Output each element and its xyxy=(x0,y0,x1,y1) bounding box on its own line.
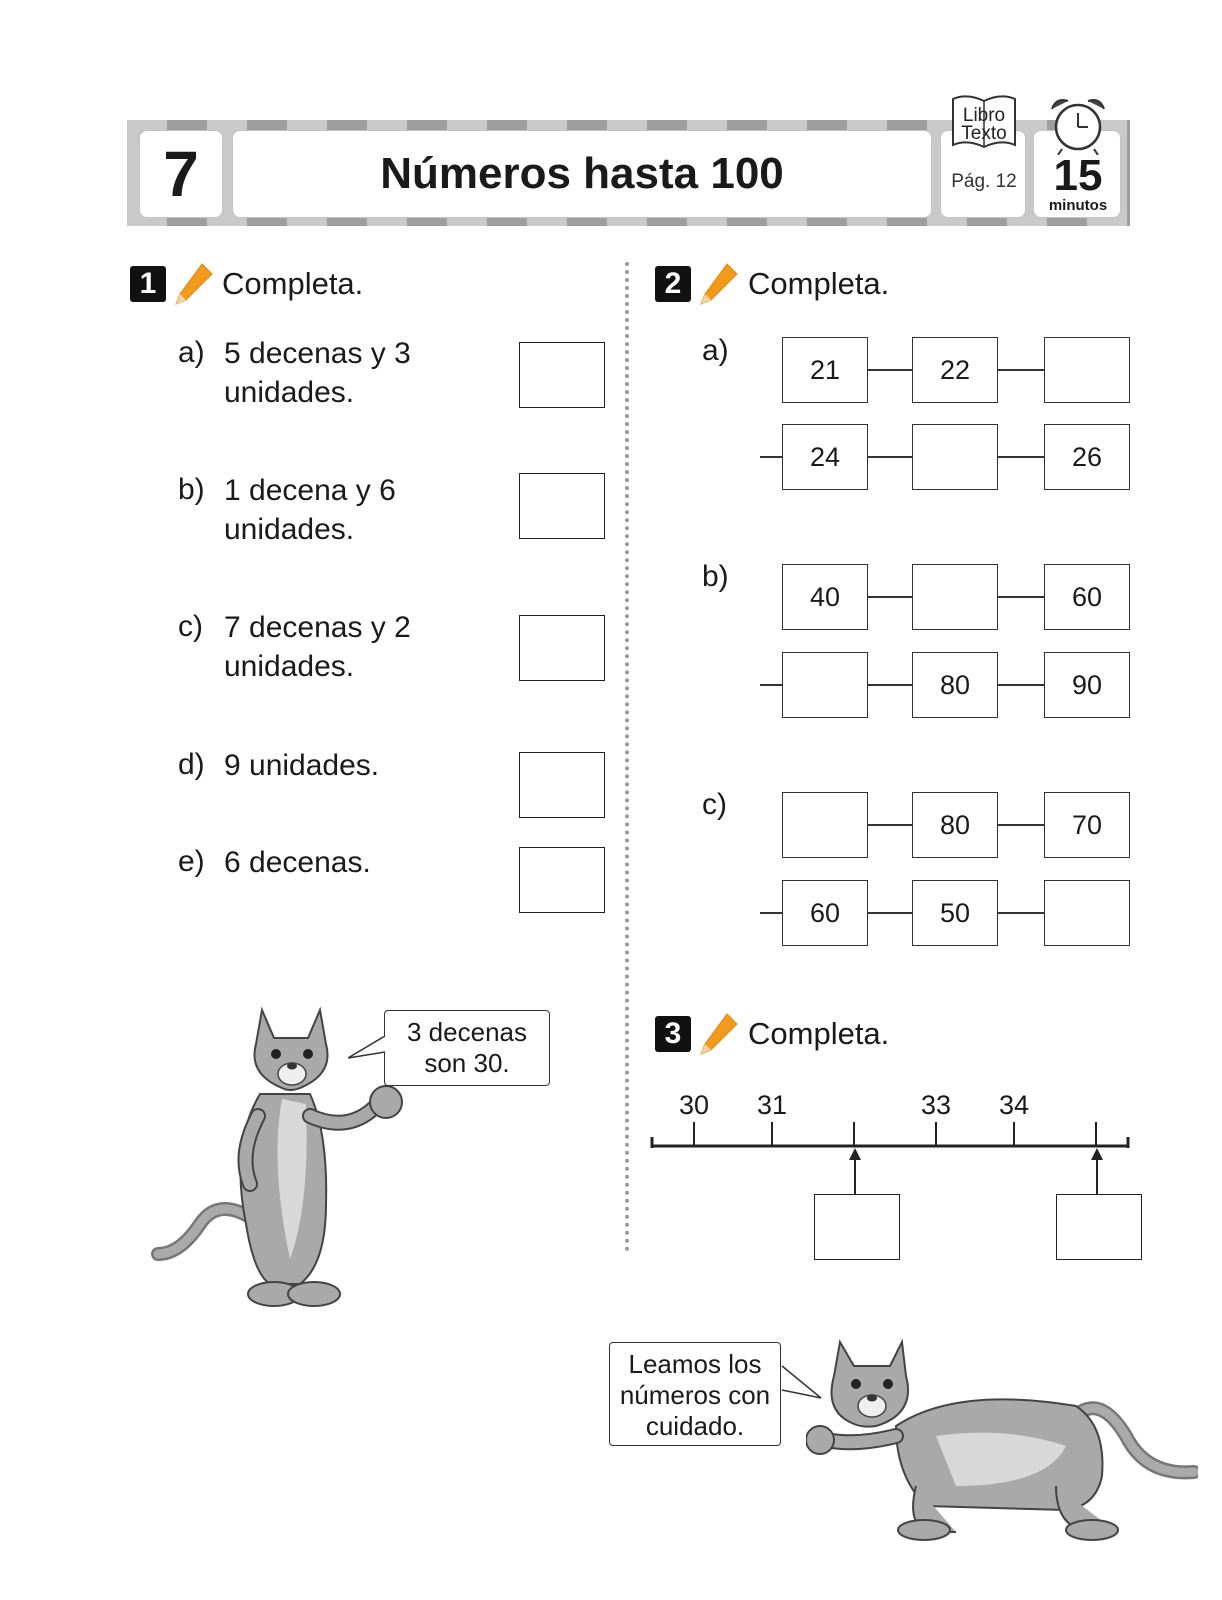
seq-connector xyxy=(868,456,912,458)
seq-c-label: c) xyxy=(702,788,727,821)
speech-bubble-2: Leamos los números con cuidado. xyxy=(609,1342,781,1446)
pencil-icon xyxy=(174,262,214,306)
seq-b-r2-c2[interactable]: 80 xyxy=(912,652,998,718)
seq-connector xyxy=(760,684,782,686)
seq-connector xyxy=(868,684,912,686)
seq-connector xyxy=(760,912,782,914)
seq-connector xyxy=(868,912,912,914)
seq-a-r1-c2[interactable]: 22 xyxy=(912,337,998,403)
seq-b-r2-c1[interactable] xyxy=(782,652,868,718)
arrow-up-icon xyxy=(840,1146,870,1196)
pencil-icon xyxy=(699,1012,739,1056)
seq-connector xyxy=(998,596,1044,598)
seq-c-r1-c3[interactable]: 70 xyxy=(1044,792,1130,858)
book-icon xyxy=(949,93,1019,155)
answer-box-c[interactable] xyxy=(519,615,605,681)
bubble-tail xyxy=(779,1362,823,1402)
exercise-1-instruction: Completa. xyxy=(222,266,364,301)
exercise-2-instruction: Completa. xyxy=(748,266,890,301)
seq-a-label: a) xyxy=(702,334,729,367)
number-line-answer-2[interactable] xyxy=(1056,1194,1142,1260)
exercise-1-number: 1 xyxy=(130,266,166,302)
tick-label-31: 31 xyxy=(756,1090,788,1120)
seq-connector xyxy=(998,456,1044,458)
item-b-text: 1 decena y 6 unidades. xyxy=(224,474,396,546)
answer-box-b[interactable] xyxy=(519,473,605,539)
seq-connector xyxy=(998,824,1044,826)
seq-connector xyxy=(760,456,782,458)
item-c-text: 7 decenas y 2 unidades. xyxy=(224,611,411,683)
item-b-label: b) xyxy=(178,473,205,506)
lesson-number: 7 xyxy=(139,130,223,218)
pencil-icon xyxy=(699,262,739,306)
seq-a-r1-c3[interactable] xyxy=(1044,337,1130,403)
number-line-answer-1[interactable] xyxy=(814,1194,900,1260)
seq-c-r2-c1[interactable]: 60 xyxy=(782,880,868,946)
seq-b-label: b) xyxy=(702,560,729,593)
seq-c-r1-c2[interactable]: 80 xyxy=(912,792,998,858)
tick-label-33: 33 xyxy=(920,1090,952,1120)
item-e-label: e) xyxy=(178,845,205,878)
tick-label-30: 30 xyxy=(678,1090,710,1120)
item-a-label: a) xyxy=(178,336,205,369)
textbook-reference xyxy=(940,105,1026,218)
seq-connector xyxy=(998,684,1044,686)
column-divider xyxy=(625,262,629,1252)
answer-box-e[interactable] xyxy=(519,847,605,913)
seq-b-r1-c3[interactable]: 60 xyxy=(1044,564,1130,630)
seq-connector xyxy=(868,596,912,598)
time-estimate xyxy=(1033,130,1121,218)
speech-bubble-1: 3 decenas son 30. xyxy=(384,1010,550,1086)
seq-connector xyxy=(998,912,1044,914)
seq-a-r1-c1[interactable]: 21 xyxy=(782,337,868,403)
item-e-text: 6 decenas. xyxy=(224,846,371,879)
exercise-3-number: 3 xyxy=(655,1016,691,1052)
cat-mascot-crouching xyxy=(806,1336,1198,1546)
book-label-1: Libro xyxy=(962,105,1006,126)
seq-a-r2-c2[interactable] xyxy=(912,424,998,490)
seq-b-r1-c1[interactable]: 40 xyxy=(782,564,868,630)
answer-box-a[interactable] xyxy=(519,342,605,408)
time-value: 15 xyxy=(1053,151,1103,200)
exercise-3-instruction: Completa. xyxy=(748,1016,890,1051)
arrow-up-icon xyxy=(1082,1146,1112,1196)
seq-connector xyxy=(868,369,912,371)
page-ref: Pág. 12 xyxy=(951,171,1017,192)
tick-label-34: 34 xyxy=(998,1090,1030,1120)
book-label-2: Texto xyxy=(961,123,1007,144)
seq-a-r2-c3[interactable]: 26 xyxy=(1044,424,1130,490)
item-d-text: 9 unidades. xyxy=(224,749,380,782)
seq-b-r1-c2[interactable] xyxy=(912,564,998,630)
seq-b-r2-c3[interactable]: 90 xyxy=(1044,652,1130,718)
bubble-tail xyxy=(348,1034,388,1064)
item-c-label: c) xyxy=(178,610,203,643)
seq-connector xyxy=(998,369,1044,371)
item-d-label: d) xyxy=(178,748,205,781)
answer-box-d[interactable] xyxy=(519,752,605,818)
seq-c-r2-c2[interactable]: 50 xyxy=(912,880,998,946)
alarm-clock-icon xyxy=(1042,93,1114,155)
page-title: Números hasta 100 xyxy=(232,130,932,218)
exercise-2-number: 2 xyxy=(655,266,691,302)
item-a-text: 5 decenas y 3 unidades. xyxy=(224,337,411,409)
seq-a-r2-c1[interactable]: 24 xyxy=(782,424,868,490)
seq-connector xyxy=(868,824,912,826)
time-unit: minutos xyxy=(1048,197,1108,214)
seq-c-r2-c3[interactable] xyxy=(1044,880,1130,946)
seq-c-r1-c1[interactable] xyxy=(782,792,868,858)
